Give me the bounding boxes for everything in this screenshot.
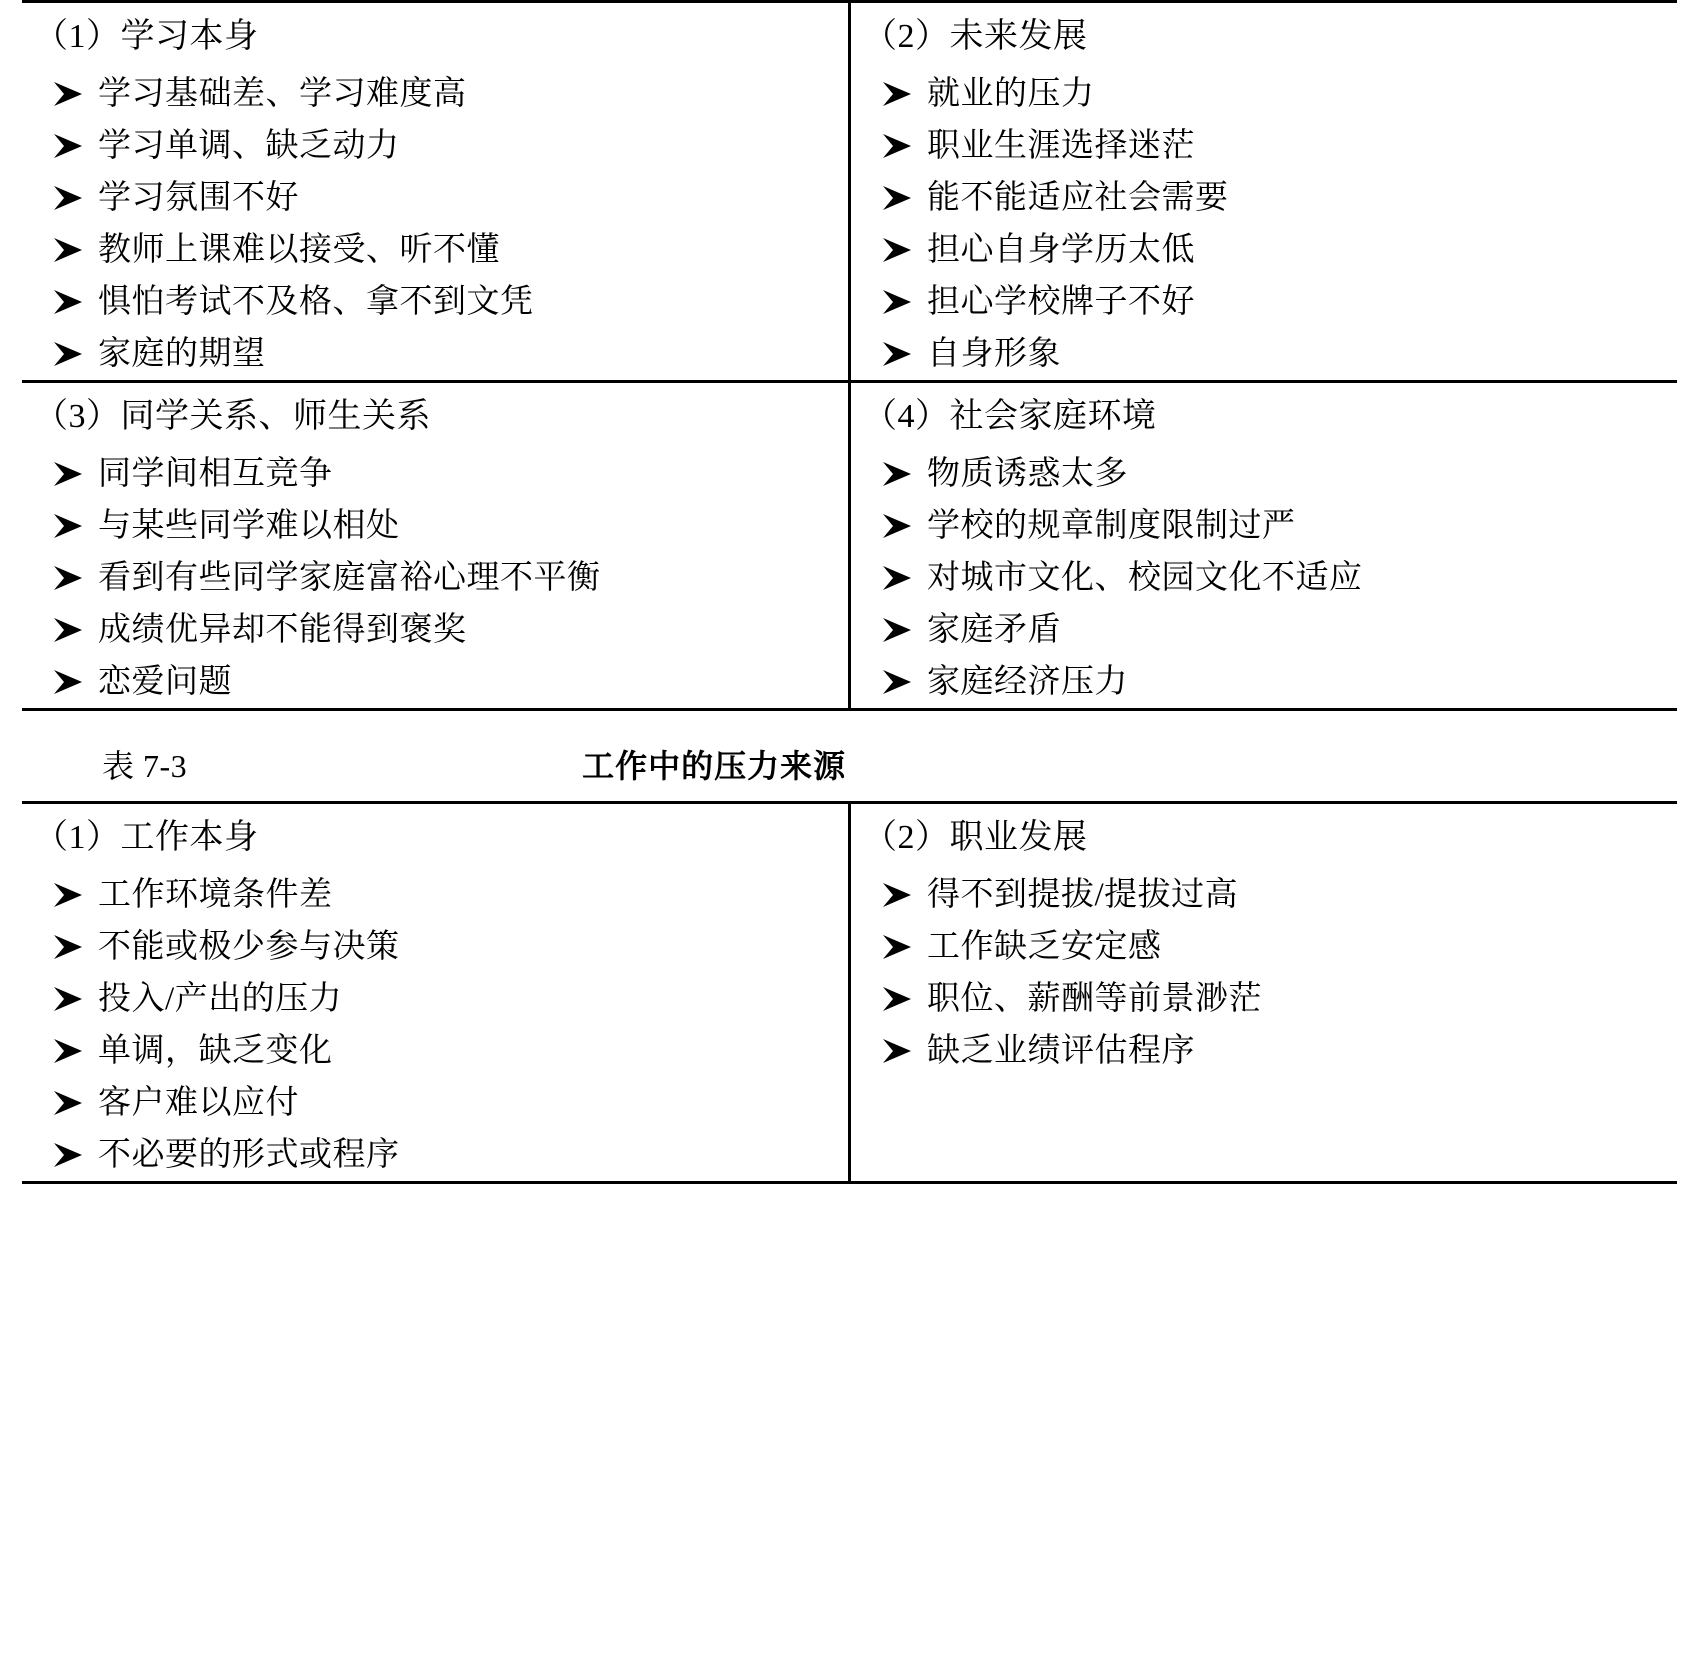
list-item-label: 学校的规章制度限制过严 bbox=[927, 508, 1296, 544]
list-item bbox=[881, 921, 1677, 973]
list-item bbox=[881, 869, 1677, 921]
list-item-label: 成绩优异却不能得到褒奖 bbox=[98, 612, 467, 648]
arrowhead-bullet-icon bbox=[881, 340, 927, 368]
list-item-label: 工作缺乏安定感 bbox=[927, 929, 1162, 965]
list-item bbox=[52, 276, 848, 328]
list-item-label: 家庭的期望 bbox=[98, 336, 266, 372]
list-item-label: 就业的压力 bbox=[927, 76, 1095, 112]
list-item bbox=[881, 604, 1677, 656]
arrowhead-bullet-icon bbox=[52, 881, 98, 909]
arrowhead-bullet-icon bbox=[881, 288, 927, 316]
arrowhead-bullet-icon bbox=[52, 132, 98, 160]
list-item-label: 同学间相互竞争 bbox=[98, 456, 333, 492]
list-item bbox=[881, 656, 1677, 708]
stress-sources-work-table bbox=[22, 801, 1677, 1184]
list-item bbox=[52, 1077, 848, 1129]
arrowhead-bullet-icon bbox=[52, 933, 98, 961]
item-list bbox=[22, 68, 848, 380]
arrowhead-bullet-icon bbox=[52, 236, 98, 264]
arrowhead-bullet-icon bbox=[881, 881, 927, 909]
arrowhead-bullet-icon bbox=[881, 564, 927, 592]
list-item-label: 能不能适应社会需要 bbox=[927, 180, 1229, 216]
list-item bbox=[52, 973, 848, 1025]
quadrant-study-itself bbox=[22, 2, 850, 382]
list-item bbox=[52, 328, 848, 380]
list-item bbox=[881, 448, 1677, 500]
list-item-label: 得不到提拔/提拔过高 bbox=[927, 877, 1239, 913]
quadrant-career-development bbox=[850, 803, 1678, 1183]
list-item-label: 家庭经济压力 bbox=[927, 664, 1128, 700]
list-item bbox=[881, 120, 1677, 172]
list-item-label: 工作环境条件差 bbox=[98, 877, 333, 913]
list-item bbox=[52, 172, 848, 224]
list-item bbox=[881, 973, 1677, 1025]
list-item-label: 客户难以应付 bbox=[98, 1085, 299, 1121]
table-caption-title: 工作中的压力来源 bbox=[582, 748, 847, 784]
group-title: （1）工作本身 bbox=[34, 819, 259, 856]
table-row bbox=[22, 382, 1677, 710]
quadrant-peer-teacher-relations bbox=[22, 382, 850, 710]
list-item-label: 担心自身学历太低 bbox=[927, 232, 1195, 268]
group-title: （2）未来发展 bbox=[863, 18, 1088, 55]
arrowhead-bullet-icon bbox=[52, 340, 98, 368]
list-item bbox=[52, 869, 848, 921]
group-title: （4）社会家庭环境 bbox=[863, 398, 1157, 435]
arrowhead-bullet-icon bbox=[881, 236, 927, 264]
list-item bbox=[52, 1129, 848, 1181]
arrowhead-bullet-icon bbox=[881, 933, 927, 961]
list-item-label: 恋爱问题 bbox=[98, 664, 232, 700]
quadrant-social-family-environment bbox=[850, 382, 1678, 710]
arrowhead-bullet-icon bbox=[52, 184, 98, 212]
list-item-label: 学习单调、缺乏动力 bbox=[98, 128, 400, 164]
list-item bbox=[52, 224, 848, 276]
list-item-label: 学习氛围不好 bbox=[98, 180, 299, 216]
arrowhead-bullet-icon bbox=[881, 512, 927, 540]
quadrant-future-development bbox=[850, 2, 1678, 382]
list-item-label: 学习基础差、学习难度高 bbox=[98, 76, 467, 112]
list-item bbox=[52, 921, 848, 973]
list-item-label: 投入/产出的压力 bbox=[98, 981, 343, 1017]
list-item bbox=[52, 448, 848, 500]
arrowhead-bullet-icon bbox=[881, 80, 927, 108]
list-item bbox=[52, 552, 848, 604]
list-item bbox=[52, 500, 848, 552]
arrowhead-bullet-icon bbox=[881, 616, 927, 644]
item-list bbox=[851, 869, 1677, 1077]
arrowhead-bullet-icon bbox=[881, 985, 927, 1013]
arrowhead-bullet-icon bbox=[881, 460, 927, 488]
list-item-label: 家庭矛盾 bbox=[927, 612, 1061, 648]
list-item-label: 看到有些同学家庭富裕心理不平衡 bbox=[98, 560, 601, 596]
list-item bbox=[52, 604, 848, 656]
list-item-label: 担心学校牌子不好 bbox=[927, 284, 1195, 320]
group-title: （1）学习本身 bbox=[34, 18, 259, 55]
list-item bbox=[881, 224, 1677, 276]
quadrant-work-itself bbox=[22, 803, 850, 1183]
list-item-label: 不必要的形式或程序 bbox=[98, 1137, 400, 1173]
arrowhead-bullet-icon bbox=[52, 564, 98, 592]
list-item-label: 自身形象 bbox=[927, 336, 1061, 372]
list-item bbox=[881, 172, 1677, 224]
arrowhead-bullet-icon bbox=[881, 132, 927, 160]
arrowhead-bullet-icon bbox=[881, 1037, 927, 1065]
arrowhead-bullet-icon bbox=[881, 184, 927, 212]
item-list bbox=[851, 68, 1677, 380]
stress-sources-study-table bbox=[22, 0, 1677, 711]
arrowhead-bullet-icon bbox=[52, 1141, 98, 1169]
arrowhead-bullet-icon bbox=[52, 1089, 98, 1117]
item-list bbox=[851, 448, 1677, 708]
list-item bbox=[881, 68, 1677, 120]
list-item bbox=[52, 1025, 848, 1077]
list-item-label: 对城市文化、校园文化不适应 bbox=[927, 560, 1363, 596]
list-item bbox=[52, 120, 848, 172]
arrowhead-bullet-icon bbox=[52, 616, 98, 644]
list-item bbox=[52, 656, 848, 708]
group-title: （3）同学关系、师生关系 bbox=[34, 398, 431, 435]
list-item-label: 缺乏业绩评估程序 bbox=[927, 1033, 1195, 1069]
list-item-label: 与某些同学难以相处 bbox=[98, 508, 400, 544]
list-item bbox=[881, 552, 1677, 604]
list-item-label: 物质诱惑太多 bbox=[927, 456, 1128, 492]
arrowhead-bullet-icon bbox=[52, 512, 98, 540]
arrowhead-bullet-icon bbox=[52, 460, 98, 488]
list-item-label: 教师上课难以接受、听不懂 bbox=[98, 232, 500, 268]
list-item bbox=[52, 68, 848, 120]
arrowhead-bullet-icon bbox=[52, 288, 98, 316]
list-item-label: 职位、薪酬等前景渺茫 bbox=[927, 981, 1262, 1017]
arrowhead-bullet-icon bbox=[881, 668, 927, 696]
list-item-label: 不能或极少参与决策 bbox=[98, 929, 400, 965]
table-row bbox=[22, 2, 1677, 382]
arrowhead-bullet-icon bbox=[52, 668, 98, 696]
arrowhead-bullet-icon bbox=[52, 1037, 98, 1065]
item-list bbox=[22, 448, 848, 708]
arrowhead-bullet-icon bbox=[52, 985, 98, 1013]
list-item bbox=[881, 1025, 1677, 1077]
list-item bbox=[881, 276, 1677, 328]
table-caption bbox=[22, 741, 1677, 787]
list-item-label: 职业生涯选择迷茫 bbox=[927, 128, 1195, 164]
item-list bbox=[22, 869, 848, 1181]
list-item bbox=[881, 500, 1677, 552]
list-item-label: 单调，缺乏变化 bbox=[98, 1033, 333, 1069]
arrowhead-bullet-icon bbox=[52, 80, 98, 108]
list-item-label: 惧怕考试不及格、拿不到文凭 bbox=[98, 284, 534, 320]
list-item bbox=[881, 328, 1677, 380]
table-row bbox=[22, 803, 1677, 1183]
group-title: （2）职业发展 bbox=[863, 819, 1088, 856]
table-caption-label: 表 7-3 bbox=[102, 748, 188, 784]
